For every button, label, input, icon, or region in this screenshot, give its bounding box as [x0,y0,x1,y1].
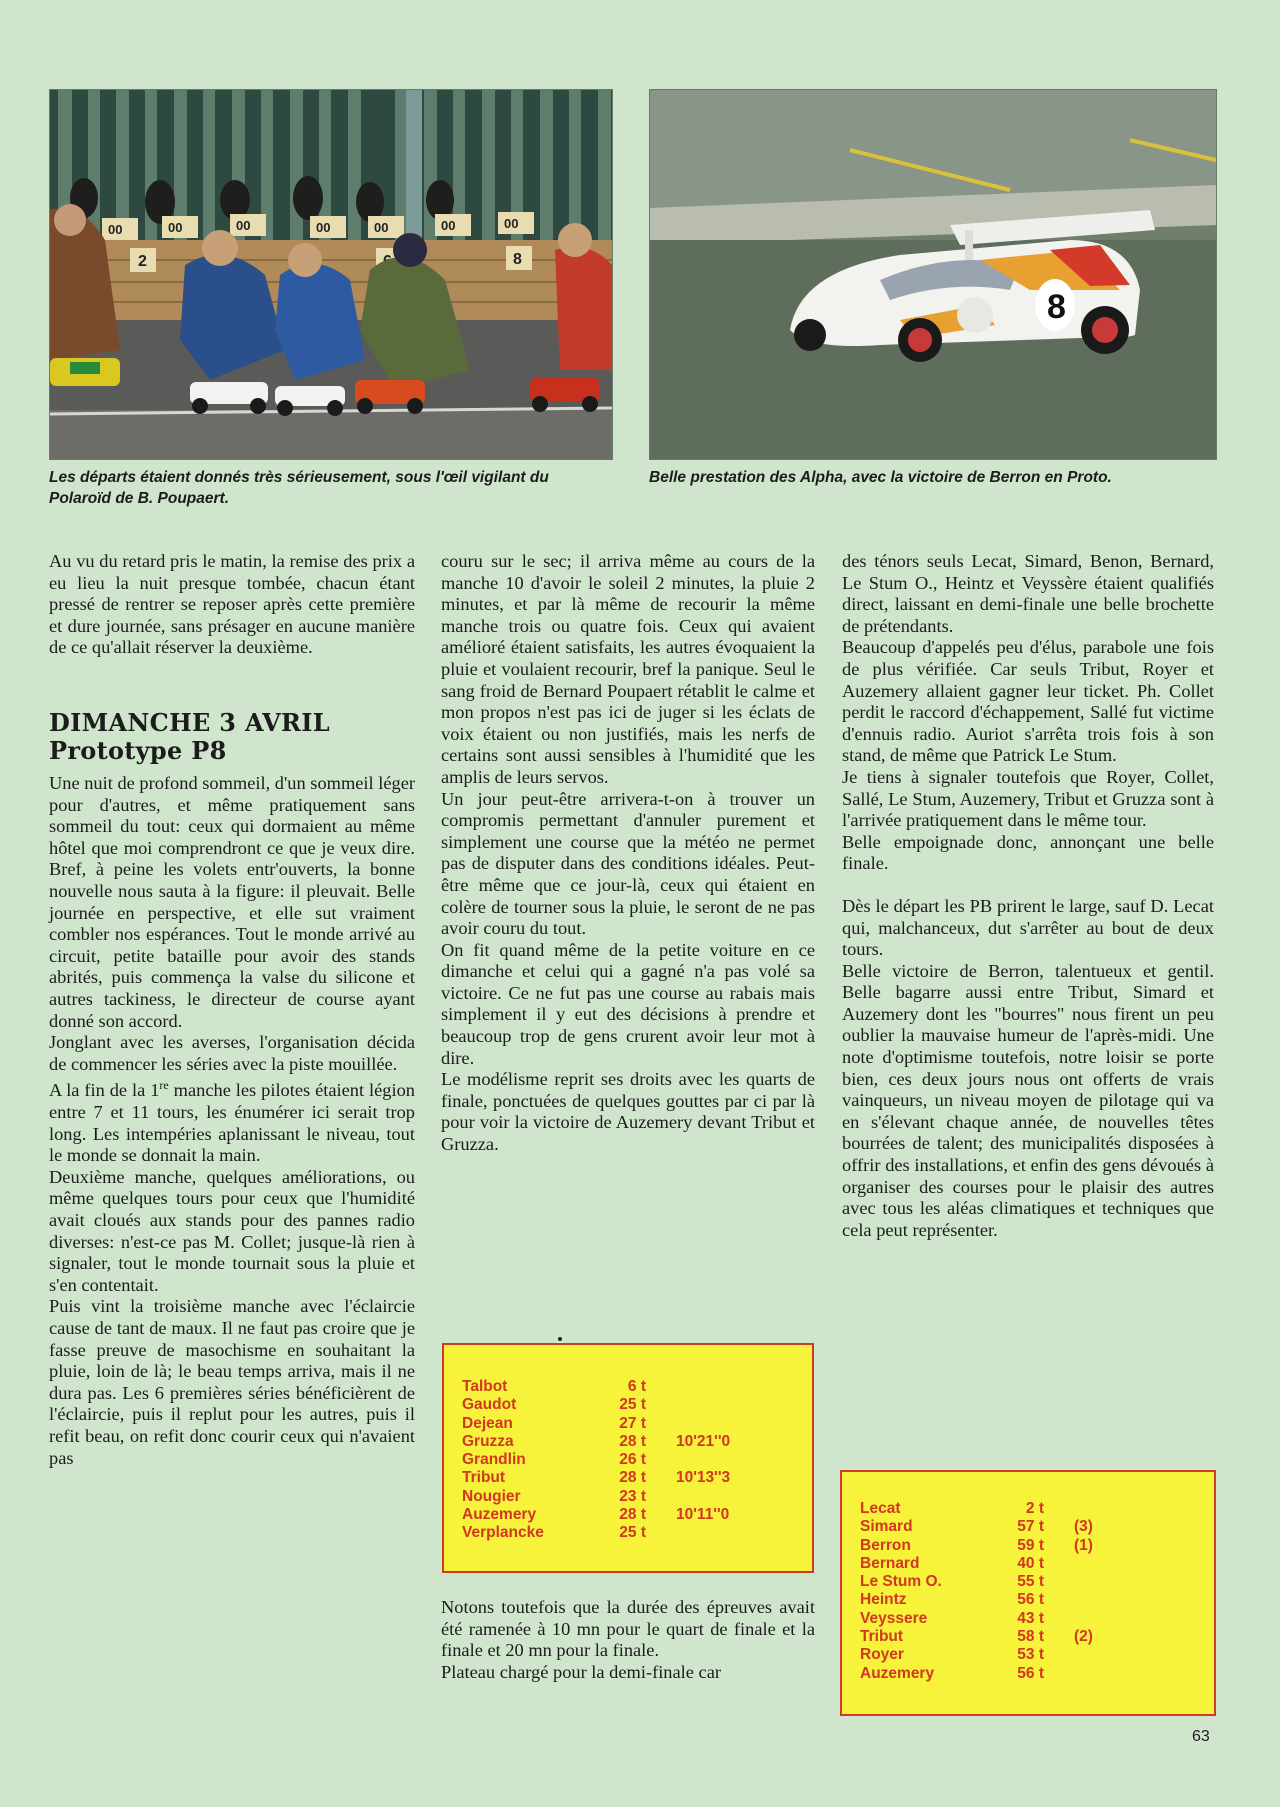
proto-car-illustration [650,90,1216,459]
paragraph: Le modélisme reprit ses droits avec les quarts de finale, ponctuées de quelques gouttes par ci par là pour voir la victoire de Auzemery devant Tribut et Gruzza. [441,1069,815,1155]
article-column-3 [842,551,1214,1241]
photo-alpha-proto-car [649,89,1217,460]
time-or-rank [646,1524,730,1542]
driver-name: Tribut [462,1469,506,1487]
lap-count: 59 t [1017,1536,1044,1554]
result-row [860,1591,1093,1609]
time-or-rank [1044,1573,1093,1591]
result-row [860,1646,1093,1664]
time-or-rank [1044,1610,1093,1628]
driver-name: Talbot [462,1378,508,1395]
result-row [462,1415,730,1433]
time-or-rank: (1) [1074,1536,1093,1554]
paragraph: Belle empoignade donc, annonçant une belle finale. [842,831,1214,874]
paragraph: Un jour peut-être arrivera-t-on à trouver un compromis permettant d'annuler purement et simplement une course que la météo ne permet pas de disputer dans des conditions idéales. Peut-être même que ce jour-là, ceux qui étaient en colère de tourner sous la pluie, le seront de ne pas avoir couru du tout. [441,788,815,939]
heading-category: Prototype P8 [49,735,227,765]
lap-count: 53 t [1017,1646,1044,1664]
board-number: 00 [168,220,183,235]
results-box-final [840,1470,1216,1716]
driver-name: Auzemery [462,1506,537,1524]
driver-name: Lecat [860,1500,901,1517]
article-column-1 [49,551,415,1469]
lap-count: 57 t [1017,1518,1044,1536]
driver-name: Le Stum O. [860,1573,942,1591]
driver-name: Grandlin [462,1451,526,1469]
paragraph: On fit quand même de la petite voiture en ce dimanche et celui qui a gagné n'a pas volé sa victoire. Ce ne fut pas une course au rabais mais simplement il y eut des décisions à prendre et beaucoup trop de gens crurent avoir leur mot à dire. [441,939,815,1068]
lap-count: 25 t [619,1524,646,1542]
result-row [462,1506,730,1524]
results-table [462,1378,730,1543]
superscript: re [159,1078,169,1093]
result-row [860,1555,1093,1573]
board-number: 00 [236,218,251,233]
driver-name: Gruzza [462,1432,514,1450]
time-or-rank [646,1451,730,1469]
driver-name: Simard [860,1518,913,1536]
text-run: A la fin de la 1 [49,1080,160,1101]
time-or-rank [1044,1591,1093,1609]
result-row [462,1451,730,1469]
driver-name: Nougier [462,1487,521,1505]
board-number: 00 [316,220,331,235]
time-or-rank: 10'21''0 [676,1432,731,1450]
time-or-rank: (2) [1074,1628,1093,1646]
race-start-illustration [50,90,612,459]
lap-count: 40 t [1017,1554,1044,1572]
lap-count: 6 t [627,1378,646,1395]
paragraph: Dès le départ les PB prirent le large, sauf D. Lecat qui, malchanceux, dut s'arrêter au bout de deux tours. [842,895,1214,960]
result-row [462,1378,730,1396]
result-row [860,1518,1093,1536]
paragraph: Plateau chargé pour la demi-finale car [441,1661,721,1682]
time-or-rank [1044,1500,1093,1518]
time-or-rank: 10'13''3 [676,1469,731,1487]
driver-name: Auzemery [860,1664,935,1682]
driver-name: Verplancke [462,1524,544,1542]
time-or-rank [1044,1665,1093,1683]
paragraph: Une nuit de profond sommeil, d'un sommeil léger pour d'autres, et même pratiquement sans sommeil du tout: ceux qui dormaient au même hôtel que moi comprendront ce que je veux dire. Bref, à peine les volets entr'ouverts, la bonne nouvelle nous sauta à la figure: il pleuvait. Belle journée en perspective, et elle sut vraiment combler nos espérances. Tout le monde arrivé au circuit, petite bataille pour avoir des stands abrités, puis commença la valse du silicone et autres tackiness, le directeur de course ayant donné son accord. [49,772,415,1031]
paragraph: Je tiens à signaler toutefois que Royer, Collet, Sallé, Le Stum, Auzemery, Tribut et Gruzza sont à l'arrivée pratiquement dans le même tour. [842,766,1214,831]
lap-count: 55 t [1017,1573,1044,1591]
time-or-rank [1044,1555,1093,1573]
result-row [860,1573,1093,1591]
paragraph: Beaucoup d'appelés peu d'élus, parabole une fois de plus vérifiée. Car seuls Tribut, Royer et Auzemery allaient gagner leur ticket. Ph. Collet perdit le raccord d'échappement, Sallé fut victime d'ennuis radio. Auriot s'arrêta trois fois à son stand, de même que Patrick Le Stum. [842,637,1214,766]
paragraph: Au vu du retard pris le matin, la remise des prix a eu lieu la nuit presque tombée, chacun étant pressé de rentrer se reposer après cette première et dure journée, sans présager en aucune manière de ce qu'allait réserver la deuxième. [49,551,415,658]
time-or-rank: (3) [1074,1518,1093,1536]
paragraph [49,1075,415,1167]
lap-count: 23 t [619,1487,646,1505]
article-column-2-continued [441,1597,815,1683]
lap-count: 28 t [619,1506,646,1524]
driver-name: Heintz [860,1591,907,1609]
driver-name: Berron [860,1536,911,1554]
driver-name: Gaudot [462,1396,517,1414]
photo-race-start [49,89,613,460]
board-number: 00 [441,218,456,233]
driver-name: Tribut [860,1628,904,1646]
paragraph: Belle victoire de Berron, talentueux et gentil. Belle bagarre aussi entre Tribut, Simard et Auzemery dont les "bourres" nous firent un peu oublier la mauvaise humeur de l'après-midi. Une note d'optimisme toutefois, notre loisir se porte bien, ces deux jours nous ont offerts de vrais vainqueurs, un niveau moyen de pilotage qui va en s'élevant chaque année, de nouvelles têtes bourrées de talent; des municipalités disposées à offrir des installations, et enfin des gens dévoués à organiser des courses pour le plaisir des autres avec tous les aléas climatiques et techniques que cela peut représenter. [842,960,1214,1240]
lane-number: 8 [513,251,522,268]
lap-count: 2 t [1025,1500,1044,1517]
paragraph: Deuxième manche, quelques améliorations, ou même quelques tours pour ceux que l'humidité avait cloués aux stands pour des pannes radio diverses: n'est-ce pas M. Collet; jusque-là rien à signaler, tout le monde tournait sous la pluie et s'en contentait. [49,1166,415,1295]
car-number: 8 [1047,288,1066,326]
result-row [462,1396,730,1414]
result-row [860,1537,1093,1555]
time-or-rank: 10'11''0 [676,1506,730,1524]
driver-name: Dejean [462,1414,513,1432]
time-or-rank [1044,1646,1093,1664]
paragraph: couru sur le sec; il arriva même au cours de la manche 10 d'avoir le soleil 2 minutes, la pluie 2 minutes, et par là même de recourir la même manche trois ou quatre fois. Ceux qui avaient amélioré étaient satisfaits, les autres évoquaient la pluie et voulaient recourir, bref la panique. Seul le sang froid de Bernard Poupaert rétablit le calme et mon propos n'est pas ici de juger si les éclats de voix étaient ou non justifiés, mais les nerfs de certains sont aussi sensibles à l'humidité que les amplis de leurs servos. [441,551,815,787]
results-table [860,1500,1093,1683]
result-row [860,1665,1093,1683]
driver-name: Veyssere [860,1609,928,1627]
lap-count: 43 t [1017,1609,1044,1627]
paragraph: des ténors seuls Lecat, Simard, Benon, Bernard, Le Stum O., Heintz et Veyssère étaient qualifiés direct, laissant en demi-finale une belle brochette de prétendants. [842,551,1214,636]
lap-count: 25 t [619,1396,646,1414]
paragraph: Notons toutefois que la durée des épreuves avait été ramenée à 10 mn pour le quart de finale et la finale et 20 mn pour la finale. [441,1597,815,1661]
results-box-quarter-final [442,1343,814,1573]
driver-name: Royer [860,1646,904,1664]
lap-count: 28 t [619,1469,646,1487]
time-or-rank [646,1378,730,1396]
caption-left: Les départs étaient donnés très sérieusement, sous l'œil vigilant du Polaroïd de B. Poupaert. [49,469,549,507]
time-or-rank [646,1396,730,1414]
result-row [462,1524,730,1542]
article-column-2 [441,551,815,1156]
board-number: 00 [504,216,519,231]
caption-right: Belle prestation des Alpha, avec la victoire de Berron en Proto. [649,469,1112,486]
result-row [462,1469,730,1487]
result-row [860,1610,1093,1628]
print-speck [558,1337,562,1341]
time-or-rank [646,1415,730,1433]
section-heading [49,709,415,765]
board-number: 00 [108,222,123,237]
text-run: manche les pilotes étaient légion entre 7 et 11 tours, les énumérer ici serait trop long. Les intempéries aplanissant le niveau, tout le monde se donnait la main. [49,1080,416,1166]
lap-count: 27 t [619,1414,646,1432]
result-row [860,1500,1093,1518]
lap-count: 56 t [1017,1591,1044,1609]
driver-name: Bernard [860,1554,920,1572]
lane-number: 2 [138,253,147,270]
lap-count: 26 t [619,1451,646,1469]
result-row [462,1433,730,1451]
paragraph: Jonglant avec les averses, l'organisation décida de commencer les séries avec la piste mouillée. [49,1032,415,1074]
lap-count: 58 t [1017,1628,1044,1646]
result-row [860,1628,1093,1646]
result-row [462,1488,730,1506]
page-number: 63 [1192,1728,1210,1745]
lap-count: 56 t [1017,1664,1044,1682]
lap-count: 28 t [619,1432,646,1450]
board-number: 00 [374,220,389,235]
paragraph: Puis vint la troisième manche avec l'éclaircie cause de tant de maux. Il ne faut pas croire que je fasse preuve de masochisme en souhaitant la pluie, loin de là; le beau temps arriva, mais il ne dura pas. Les 6 premières séries bénéficièrent de l'éclaircie, puis il replut pour les autres, puis il refit beau, on refit donc courir ceux qui n'avaient pas [49,1296,415,1468]
time-or-rank [646,1488,730,1506]
heading-date: DIMANCHE 3 AVRIL [49,707,330,737]
